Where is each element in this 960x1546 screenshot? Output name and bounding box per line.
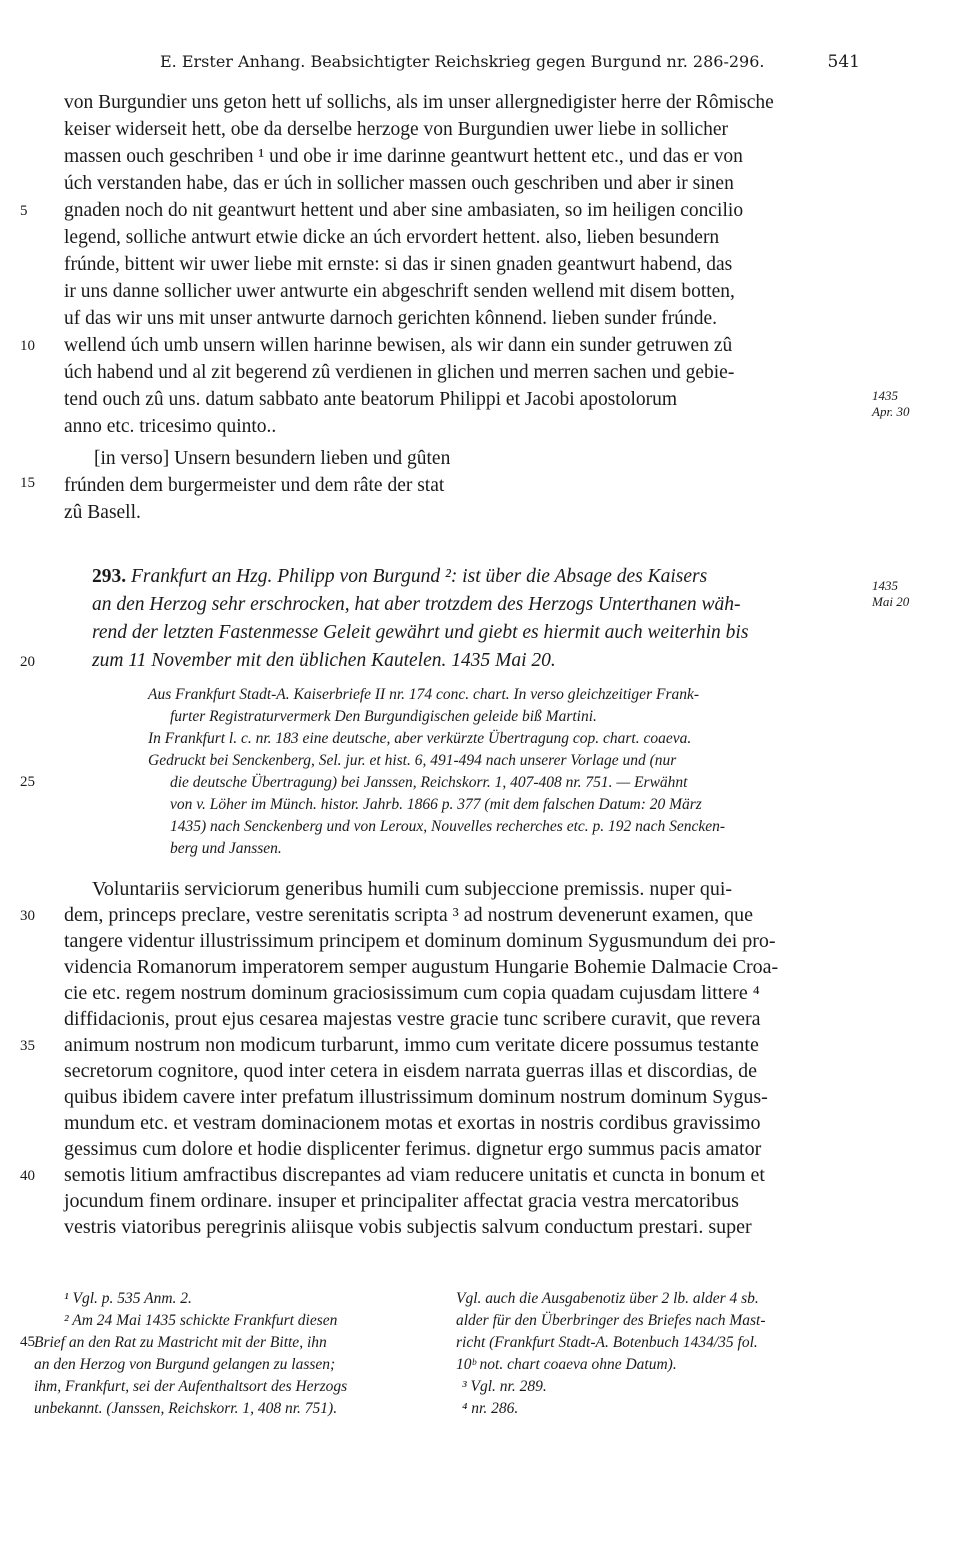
text-line: úch verstanden habe, das er úch in sollicher massen ouch geschriben und aber ir sinen — [64, 173, 734, 194]
latin-line: vestris viatoribus peregrinis aliisque vobis subjectis salvum conductum prestari. super — [64, 1216, 752, 1238]
footnote-line: Vgl. auch die Ausgabenotiz über 2 lb. alder 4 sb. — [456, 1290, 759, 1307]
running-header — [160, 52, 860, 76]
text-line: wellend úch umb unsern willen harinne bewisen, als wir dann ein sunder getruwen zû — [64, 335, 733, 356]
footnote-line: ihm, Frankfurt, sei der Aufenthaltsort des Herzogs — [34, 1378, 348, 1395]
source-line: berg und Janssen. — [170, 840, 282, 857]
line-number: 40 — [20, 1168, 35, 1184]
line-number: 30 — [20, 908, 35, 924]
line-number: 15 — [20, 475, 35, 491]
entry-line: an den Herzog sehr erschrocken, hat aber trotzdem des Herzogs Unterthanen wäh- — [92, 594, 741, 615]
latin-line: gessimus cum dolore et hodie displicenter ferimus. dignetur ergo summus pacis amator — [64, 1138, 762, 1160]
text-line: ir uns danne sollicher uwer antwurte ein abgeschrift senden wellend mit disem botten, — [64, 281, 735, 302]
latin-line: animum nostrum non modicum turbarunt, immo cum veritate dicere possumus testante — [64, 1034, 759, 1056]
entry-title-line: Frankfurt an Hzg. Philipp von Burgund ²: ist über die Absage des Kaisers — [131, 566, 708, 587]
text-line: frúnde, bittent wir uwer liebe mit ernste: si das ir sinen gnaden geantwurt habend, das — [64, 254, 733, 275]
text-line: massen ouch geschriben ¹ und obe ir ime darinne geantwurt hettent etc., und das er von — [64, 146, 743, 167]
footnote-line: ² Am 24 Mai 1435 schickte Frankfurt diesen — [64, 1312, 338, 1329]
entry-line: zum 11 November mit den üblichen Kautelen. 1435 Mai 20. — [92, 650, 556, 671]
address-line: frúnden dem burgermeister und dem râte der stat — [64, 475, 445, 496]
text-line: anno etc. tricesimo quinto.. — [64, 416, 277, 437]
source-line: Gedruckt bei Senckenberg, Sel. jur. et hist. 6, 491-494 nach unserer Vorlage und (nur — [148, 752, 677, 769]
text-line: keiser widerseit hett, obe da derselbe herzoge von Burgundien uwer liebe in sollicher — [64, 119, 729, 140]
latin-line: Voluntariis serviciorum generibus humili cum subjeccione premissis. nuper qui- — [92, 878, 733, 900]
entry-line — [92, 566, 707, 588]
source-line: 1435) nach Senckenberg und von Leroux, Nouvelles recherches etc. p. 192 nach Sencken- — [170, 818, 726, 835]
latin-line: cie etc. regem nostrum dominum graciosissimum cum copia quadam cujusdam littere ⁴ — [64, 982, 760, 1004]
source-line: In Frankfurt l. c. nr. 183 eine deutsche, aber verkürzte Übertragung cop. chart. coaeva. — [148, 730, 692, 747]
source-line: furter Registraturvermerk Den Burgundigischen geleide biß Martini. — [170, 708, 597, 725]
source-line: Aus Frankfurt Stadt-A. Kaiserbriefe II nr. 174 conc. chart. In verso gleichzeitiger Frank- — [148, 686, 700, 703]
latin-line: quibus ibidem cavere inter prefatum illustrissimum dominum nostrum dominum Sygus- — [64, 1086, 768, 1108]
text-line: gnaden noch do nit geantwurt hettent und aber sine ambasiaten, so im heiligen concilio — [64, 200, 744, 221]
latin-line: semotis litium amfractibus discrepantes ad viam reducere unitatis et cuncta in bonum et — [64, 1164, 765, 1186]
margin-year: 1435 — [872, 388, 898, 403]
footnote-line: 10ᵇ not. chart coaeva ohne Datum). — [456, 1356, 677, 1373]
margin-year: 1435 — [872, 578, 898, 593]
line-number: 10 — [20, 338, 35, 354]
footnote-line: ³ Vgl. nr. 289. — [462, 1378, 547, 1395]
footnote-line: richt (Frankfurt Stadt-A. Botenbuch 1434/35 fol. — [456, 1334, 758, 1351]
margin-date — [872, 578, 909, 610]
source-line: von v. Löher im Münch. histor. Jahrb. 1866 p. 377 (mit dem falschen Datum: 20 März — [170, 796, 702, 813]
line-number: 5 — [20, 203, 28, 219]
source-line: die deutsche Übertragung) bei Janssen, Reichskorr. 1, 407-408 nr. 751. — Erwähnt — [170, 774, 688, 791]
latin-line: dem, princeps preclare, vestre serenitatis scripta ³ ad nostrum devenerunt examen, que — [64, 904, 754, 926]
footnote-line: alder für den Überbringer des Briefes nach Mast- — [456, 1312, 766, 1329]
latin-line: videncia Romanorum imperatorem semper augustum Hungarie Bohemie Dalmacie Croa- — [64, 956, 779, 978]
line-number: 20 — [20, 654, 35, 670]
address-line: zû Basell. — [64, 502, 141, 523]
latin-line: mundum etc. et vestram dominacionem motas et exortas in nostris cordibus gravissimo — [64, 1112, 761, 1134]
margin-date — [872, 388, 910, 420]
entry-number: 293. — [92, 566, 127, 587]
line-number: 35 — [20, 1038, 35, 1054]
page-number: 541 — [827, 52, 860, 72]
text-line: legend, solliche antwurt etwie dicke an úch ervordert hettent. also, lieben besundern — [64, 227, 720, 248]
latin-line: secretorum cognitore, quod inter cetera in eisdem narrata guerras illas et discordias, de — [64, 1060, 758, 1082]
margin-day: Apr. 30 — [872, 404, 910, 419]
footnote-line: an den Herzog von Burgund gelangen zu lassen; — [34, 1356, 336, 1373]
margin-day: Mai 20 — [872, 594, 910, 609]
latin-line: diffidacionis, prout ejus cesarea majestas vestre gracie tunc scribere curavit, que revera — [64, 1008, 761, 1030]
footnote-line: ⁴ nr. 286. — [462, 1400, 519, 1417]
line-number: 45 — [20, 1334, 35, 1350]
entry-line: rend der letzten Fastenmesse Geleit gewährt und giebt es hiermit auch weiterhin bis — [92, 622, 749, 643]
text-line: tend ouch zû uns. datum sabbato ante beatorum Philippi et Jacobi apostolorum — [64, 389, 678, 410]
latin-line: jocundum finem ordinare. insuper et principaliter affectat gracia vestra mercatoribus — [64, 1190, 739, 1212]
footnote-line: unbekannt. (Janssen, Reichskorr. 1, 408 nr. 751). — [34, 1400, 338, 1417]
text-line: úch habend und al zit begerend zû verdienen in glichen und merren sachen und gebie- — [64, 362, 735, 383]
text-line: von Burgundier uns geton hett uf sollichs, als im unser allergnedigister herre der Rômische — [64, 92, 774, 113]
footnote-line: Brief an den Rat zu Mastricht mit der Bitte, ihn — [34, 1334, 327, 1351]
footnote-line: ¹ Vgl. p. 535 Anm. 2. — [64, 1290, 192, 1307]
line-number: 25 — [20, 774, 35, 790]
address-line: [in verso] Unsern besundern lieben und gûten — [94, 448, 451, 469]
latin-line: tangere videntur illustrissimum principem et dominum dominum Sygusmundum dei pro- — [64, 930, 776, 952]
text-line: uf das wir uns mit unser antwurte darnoch gerichten kônnend. lieben sunder frúnde. — [64, 308, 718, 329]
running-title: E. Erster Anhang. Beabsichtigter Reichskrieg gegen Burgund nr. 286-296. — [160, 52, 765, 71]
